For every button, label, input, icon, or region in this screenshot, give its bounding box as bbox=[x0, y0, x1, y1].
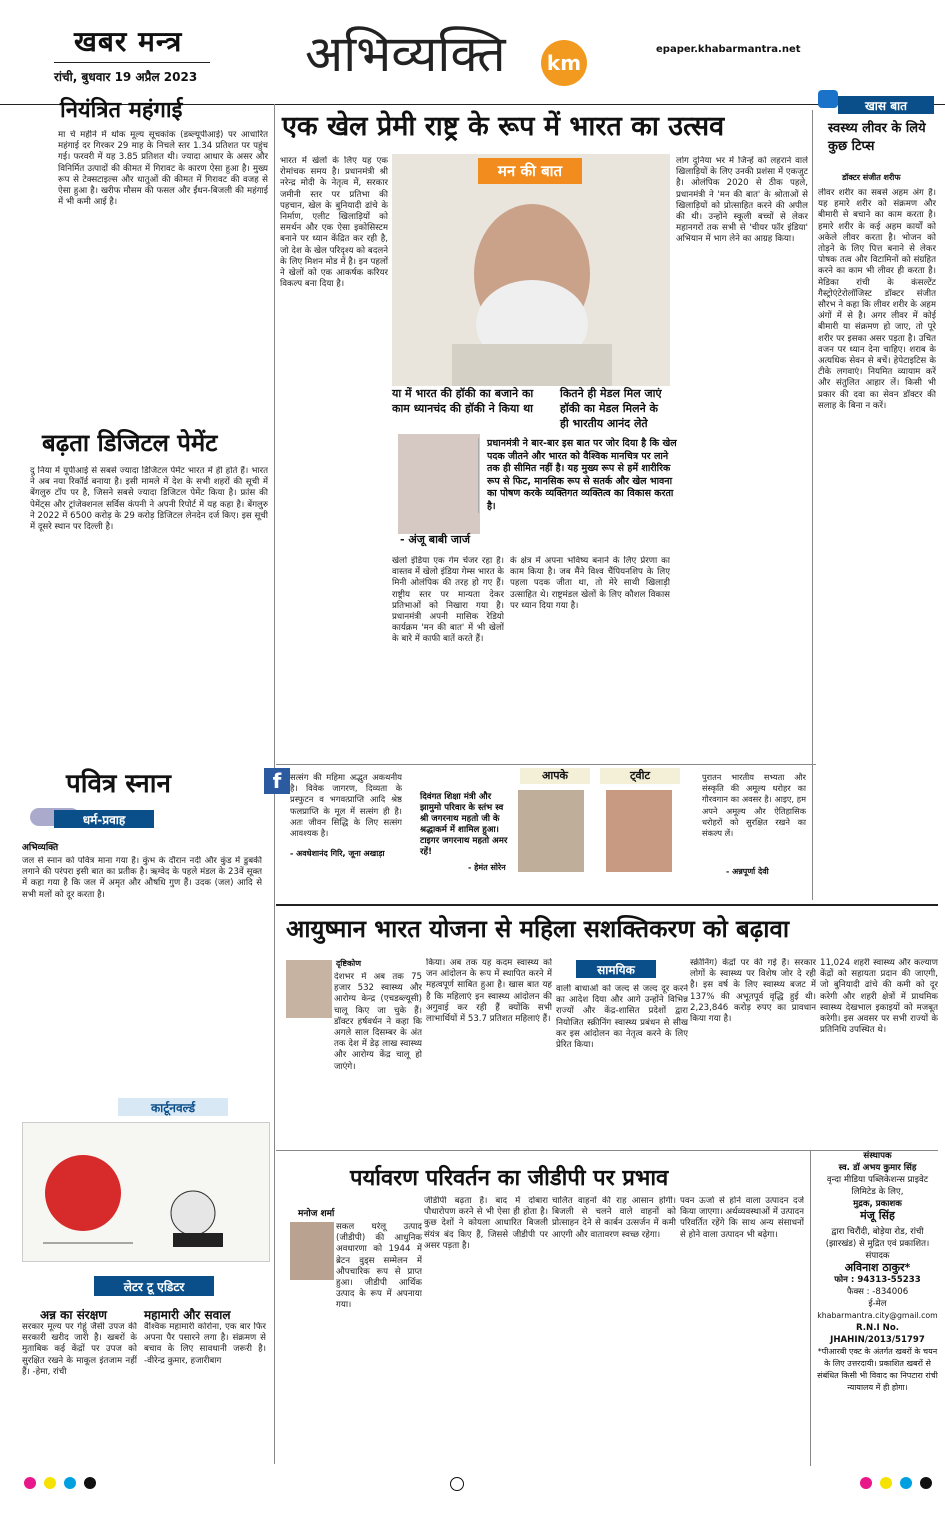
facebook-text: सत्संग की महिमा अद्भुत अकथनीय है। विवेक जागरण, दिव्यता के प्रस्फुटन व भगवत्प्राप्ति आदि श्रेष्ठ फलप्राप्ति के मूल में सत्संग ही है। अतः जीवन सिद्धि के लिए सत्संग आवश्यक है। bbox=[290, 772, 402, 839]
photo-hemant bbox=[518, 790, 584, 872]
imprint-publisher-label: मुद्रक, प्रकाशक bbox=[853, 1199, 902, 1209]
divider bbox=[812, 110, 813, 900]
article-col1: भारत में खेलों के लिए यह एक रोमांचक समय है। प्रधानमंत्री श्री नरेन्द्र मोदी के नेतृत्व में, सरकार जमीनी स्तर पर प्रतिभा की पहचान, खेल के बुनियादी ढांचे के निर्माण, एलीट खिलाड़ियों को समर्थन और एक ऐसा इकोसिस्टम बनाने पर ध्यान केंद्रित कर रही है, जो देश के खेल परिदृश्य को बदलने के लिए मिशन मोड में है। इन पहलों ने खेलों को एक आकर्षक करियर विकल्प बना दिया है। bbox=[280, 156, 388, 290]
cartoon-image bbox=[22, 1122, 270, 1262]
imprint-box bbox=[810, 1150, 938, 1466]
aapke-label: आपके bbox=[520, 768, 590, 784]
ayushman-col2: किया। अब तक यह कदम स्वास्थ्य को जन आंदोलन के रूप में स्थापित करने में महत्वपूर्ण साबित हुआ है। खास बात यह है कि महिलाएं इन स्वास्थ्य आंदोलन की अगुवाई कर रही हैं क्योंकि सभी लाभार्थियों में 53.7 प्रतिशत महिलाएं हैं। bbox=[426, 958, 552, 1025]
imprint-editor-label: संपादक bbox=[865, 1251, 890, 1261]
article-col2: खेलो इंडिया एक गेम चेंजर रहा है। वास्तव में खेलो इंडिया गेम्स भारत के मिनी ओलंपिक की तरह हो गए हैं। राष्ट्रीय स्तर पर मान्यता देकर प्रतिभाओं को निखारा गया है। प्रधानमंत्री अपनी मासिक रेडियो कार्यक्रम 'मन की बात' में भी खेलों के बारे में काफी बातें करते हैं। bbox=[392, 556, 504, 645]
tweet-label: ट्वीट bbox=[600, 768, 680, 784]
tweet-right: पुरातन भारतीय सभ्यता और संस्कृति की अमूल्य धरोहर का गौरवगान का अवसर है। आइए, हम अपने अमूल्य और ऐतिहासिक धरोहरों को सुरक्षित रखने का संकल्प लें। bbox=[702, 772, 806, 839]
editorial-heading: पवित्र स्नान bbox=[66, 769, 171, 799]
ayushman-col5: 11,024 शहरी स्वास्थ्य और कल्याण केंद्रों को सहायता प्रदान की जाएगी, जो बुनियादी ढांचे की कमी को दूर करेगी और शहरी क्षेत्रों में प्राथमिक स्वास्थ्य देखभाल इकाइयों को मजबूत करेगी। इस अवसर पर सभी राज्यों के प्रतिनिधि उपस्थित थे। bbox=[820, 958, 938, 1036]
facebook-author: - अवधेशानंद गिरि, जूना अखाड़ा bbox=[290, 849, 385, 858]
article-col5: लोग दुनिया भर में जिन्हें को लहराने वाले खिलाड़ियों के लिए उनकी प्रशंसा में एकजुट है। ओलंपिक 2020 से ठीक पहले, प्रधानमंत्री ने 'मन की बात' के श्रोताओं से खिलाड़ियों को प्रोत्साहित करने की अपील की थी। उन्होंने स्कूली बच्चों से लेकर महानगरों तक सभी से 'चीयर फॉर इंडिया' अभियान में भाग लेने का आग्रह किया। bbox=[676, 156, 808, 245]
paryavaran-col2: जीडीपी बढ़ता है। बाद में दोबारा पौधारोपण करने से भी ऐसा ही होता है। कुछ देशों ने कोयला आधारित बिजली संयंत्र बंद किए हैं, जिससे जीडीपी पर असर पड़ता है। bbox=[424, 1196, 548, 1251]
health-title: स्वस्थ्य लीवर के लिये कुछ टिप्स bbox=[828, 121, 926, 154]
facebook-icon: f bbox=[264, 768, 290, 794]
tweet-right-author: - अन्नपूर्णा देवी bbox=[726, 867, 769, 876]
divider bbox=[54, 62, 210, 63]
main-headline: एक खेल प्रेमी राष्ट्र के रूप में भारत का उत्सव bbox=[282, 111, 725, 142]
letter1-title: अन्न का संरक्षण bbox=[40, 1308, 107, 1322]
paryavaran-col1: सकल घरेलू उत्पाद (जीडीपी) की आधुनिक अवधारणा को 1944 में ब्रेटन वुड्स सम्मेलन में औपचारिक रूप से प्राप्त हुआ। जीडीपी आर्थिक उत्पाद के रूप में अपनाया गया। bbox=[336, 1222, 422, 1311]
paryavaran-headline: पर्यावरण परिवर्तन का जीडीपी पर प्रभाव bbox=[350, 1166, 669, 1191]
photo-author bbox=[398, 434, 480, 534]
samayik-tag: सामयिक bbox=[576, 960, 656, 978]
print-registration-strip bbox=[0, 1477, 945, 1491]
mann-ki-baat-banner: मन की बात bbox=[478, 158, 582, 184]
callout: प्रधानमंत्री ने बार-बार इस बात पर जोर दिया है कि खेल पदक जीतने और भारत को वैश्विक मानचित्र पर लाने तक ही सीमित नहीं है। यह मुख्य रूप से हमें शारीरिक रूप से फिट, मानसिक रूप से सतर्क और खेल भावना का पोषण करके व्यक्तिगत व्यक्तित्व का विकास करता है। bbox=[478, 438, 677, 513]
letter1-body: सरकार मूल्य पर गेहूं जैसी उपज की सरकारी खरीद जारी है। खबरों के मुताबिक कई केंद्रों पर उपज को सुरक्षित रखने के माकूल इंतजाम नहीं हैं। -हेमा, रांची bbox=[22, 1322, 137, 1377]
dharm-tag: धर्म-प्रवाह bbox=[54, 810, 154, 828]
imprint-founder: स्व. डॉ अभय कुमार सिंह bbox=[838, 1163, 917, 1173]
editorial-body: दु निया में यूपीआई से सबसे ज्यादा डिजिटल पेमेंट भारत में ही होते हैं। भारत ने अब नया रिकॉर्ड बनाया है। इसी मामले में देश के सभी शहरों की सूची में बेंगलुरु टॉप पर है, जिसने सबसे ज्यादा डिजिटल पेमेंट किया है। फ्रांस की पेमेंट्स और ट्रांजेक्शनल सर्विस कंपनी ने अपनी रिपोर्ट में यह कहा है। बेंगलुरु ने 2022 में 6500 करोड़ के 29 करोड़ डिजिटल लेनदेन दर्ज किए। इस सूची में दूसरे स्थान पर दिल्ली है। bbox=[30, 466, 268, 533]
health-body: लीवर शरीर का सबसे अहम अंग है। यह हमारे शरीर को संक्रमण और बीमारी से बचाने का काम करता है। हमारे शरीर के कई अहम कार्यों को अकेले लीवर करता है। भोजन को तोड़ने के लिए पित्त बनाने से लेकर पोषक तत्व और विटामिनों को संग्रहित करने का काम भी लीवर ही करता है। मेडिका रांची के कंसल्टेंट गैस्ट्रोएंटेरोलॉजिस्ट डॉक्टर संजीत सौरभ ने कहा कि लीवर शरीर के अहम अंगों में से है। अगर लीवर में कोई बीमारी या संक्रमण हो जाए, तो पूरे शरीर पर इसका असर पड़ता है। उचित वजन पर ध्यान देना चाहिए। शराब के अत्यधिक सेवन से बचें। हेपेटाइटिस के टीके लगवाएं। नियमित व्यायाम करें और संतुलित आहार लें। किसी भी प्रकार की दवा का सेवन डॉक्टर की सलाह के बिना न करें। bbox=[818, 188, 936, 411]
imprint-address: द्वारा चिरौंदी, बोड़ेया रोड, रांची (झारखंड) से मुद्रित एवं प्रकाशित। bbox=[825, 1227, 930, 1249]
paryavaran-author: मनोज शर्मा bbox=[298, 1209, 335, 1219]
section-title: अभिव्यक्ति bbox=[305, 25, 506, 83]
plane-icon bbox=[818, 90, 838, 108]
divider bbox=[276, 764, 816, 765]
imprint-rni-no: JHAHIN/2013/51797 bbox=[830, 1335, 925, 1345]
epaper-url[interactable]: epaper.khabarmantra.net bbox=[656, 44, 801, 55]
pull-quote-left: या में भारत की हॉकी का बजाने का काम ध्यानचंद की हॉकी ने किया था bbox=[392, 387, 534, 415]
paryavaran-col3: चालित वाहनों की राह आसान होगी। बिजली से चलने वाले वाहनों को प्रोत्साहन देने से कार्बन उत्सर्जन में कमी आएगी और वातावरण स्वच्छ रहेगा। bbox=[552, 1196, 676, 1240]
letter-tag: लेटर टू एडिटर bbox=[94, 1276, 214, 1296]
imprint-fax: फैक्स : -834006 bbox=[846, 1287, 909, 1297]
imprint-publisher: मंजू सिंह bbox=[860, 1209, 895, 1222]
editorial-heading: नियंत्रित महंगाई bbox=[60, 98, 183, 123]
letter2-title: महामारी और सवाल bbox=[144, 1308, 231, 1322]
tweet-left-author: - हेमंत सोरेन bbox=[468, 863, 506, 872]
khaas-tag: खास बात bbox=[838, 96, 934, 114]
imprint-email[interactable]: khabarmantra.city@gmail.com bbox=[817, 1311, 938, 1320]
imprint-note: *पीआरबी एक्ट के अंतर्गत खबरों के चयन के लिए उत्तरदायी। प्रकाशित खबरों से संबंधित किसी भी विवाद का निपटारा रांची न्यायालय में ही होगा। bbox=[817, 1347, 938, 1392]
ayushman-col4: स्क्रीनिंग) केंद्रों पर की गई हैं। सरकार लोगों के स्वास्थ्य पर विशेष जोर दे रही है। इस वर्ष के लिए स्वास्थ्य बजट में 137% की अभूतपूर्व वृद्धि हुई थी। 2,23,846 करोड़ रुपए का प्रावधान किया गया है। bbox=[690, 958, 816, 1025]
imprint-editor: अविनाश ठाकुर* bbox=[844, 1261, 911, 1274]
photo-annapurna bbox=[606, 790, 672, 872]
imprint-phone: फोन : 94313-55233 bbox=[834, 1275, 921, 1285]
author-name: - अंजू बाबी जार्ज bbox=[400, 533, 471, 546]
editorial-body: मा र्च महीने में थोक मूल्य सूचकांक (डब्ल्यूपीआई) पर आधारित महंगाई दर गिरकर 29 माह के निचले स्तर 1.34 प्रतिशत पर पहुंच गई। फरवरी में यह 3.85 प्रतिशत थी। ज्यादा आधार के असर और विनिर्मित उत्पादों की कीमत में गिरावट के कारण ऐसा हुआ है। मुख्य रूप से टेक्सटाइल्स और धातुओं की कीमत में गिरावट की वजह से ऐसा हुआ है। खरीफ मौसम की फसल और ईंधन-बिजली की महंगाई में भी कमी आई है। bbox=[58, 130, 268, 208]
imprint-sansthapak-label: संस्थापक bbox=[863, 1151, 892, 1161]
health-author: डॉक्टर संजीत शरीफ bbox=[842, 173, 901, 182]
dharm-body: जल से स्नान को पवित्र माना गया है। कुंभ के दौरान नदी और कुंड में डुबकी लगाने की परंपरा इसी बात का प्रतीक है। ऋग्वेद के पहले मंडल के 23वें सूक्त में कहा गया है कि जल में अमृत और औषधि गुण हैं। उदक (जल) आदि से सभी मलों को दूर करता है। bbox=[22, 856, 262, 900]
cartoon-tag: कार्टूनवर्ल्ड bbox=[118, 1098, 228, 1116]
tweet-left: दिवंगत शिक्षा मंत्री और झामुमो परिवार के स्तंभ स्व श्री जगरनाथ महतो जी के श्रद्धाकर्म में शामिल हुआ। टाइगर जगरनाथ महतो अमर रहें! bbox=[420, 792, 508, 857]
dharm-author: अभिव्यक्ति bbox=[22, 843, 59, 853]
letter2-body: वैश्विक महामारी कोरोना, एक बार फिर अपना पैर पसारने लगा है। संक्रमण से बचाव के लिए सावधानी जरूरी है। -वीरेन्द्र कुमार, हजारीबाग bbox=[144, 1322, 266, 1366]
imprint-line1: वृन्दा मीडिया पब्लिकेशन्स प्राइवेट लिमिटेड के लिए, bbox=[826, 1175, 929, 1197]
imprint-rni: R.N.I No. bbox=[855, 1323, 900, 1333]
ayushman-col1: देशभर में अब तक 75 हजार 532 स्वास्थ्य और आरोग्य केन्द्र (एचडब्ल्यूसी) चालू किए जा चुके हैं। डॉक्टर हर्षवर्धन ने कहा कि अगले साल दिसम्बर के अंत तक देश में डेढ़ लाख स्वास्थ्य और आरोग्य केंद्र चालू हो जाएंगे। bbox=[334, 972, 422, 1072]
masthead-date: रांची, बुधवार 19 अप्रैल 2023 bbox=[54, 70, 198, 84]
brand-logo: km bbox=[541, 40, 587, 86]
imprint-email-label: ई-मेल bbox=[868, 1299, 887, 1309]
ayushman-col3: वाली बाधाओं को जल्द से जल्द दूर करने का आदेश दिया और आगे उन्होंने विभिन्न राज्यों और केंद्र-शासित प्रदेशों द्वारा नियोजित स्क्रीनिंग स्वास्थ्य प्रबंधन से सीख कर इस आंदोलन का नेतृत्व करने के लिए प्रेरित किया। bbox=[556, 984, 688, 1051]
ayushman-headline: आयुष्मान भारत योजना से महिला सशक्तिकरण को बढ़ावा bbox=[286, 915, 790, 943]
article-col3: के क्षेत्र में अपना भविष्य बनाने के लिए प्रेरणा का काम किया है। जब मैंने विश्व चैंपियनशिप के लिए पहला पदक जीता था, तो मेरे साथी खिलाड़ी उत्साहित थे। राष्ट्रमंडल खेलों के लिए कौशल विकास पर ध्यान दिया गया है। bbox=[510, 556, 670, 611]
dristikon-label: दृष्टिकोण bbox=[336, 959, 361, 968]
paryavaran-col4: पवन ऊर्जा से होने वाला उत्पादन दर्ज किया जाएगा। अर्थव्यवस्थाओं में उत्पादन परिवर्तित रहेंगे कि साथ अन्य संसाधनों से होने वाला उत्पादन भी बढ़ेगा। bbox=[680, 1196, 804, 1240]
editorial-heading: बढ़ता डिजिटल पेमेंट bbox=[42, 429, 218, 457]
pull-quote-right: कितने ही मेडल मिल जाएं हॉकी का मेडल मिलने के ही भारतीय आनंद लेते bbox=[560, 387, 662, 430]
divider bbox=[276, 904, 938, 906]
photo-pm bbox=[392, 154, 670, 386]
masthead-title: खबर मन्त्र bbox=[74, 25, 183, 58]
